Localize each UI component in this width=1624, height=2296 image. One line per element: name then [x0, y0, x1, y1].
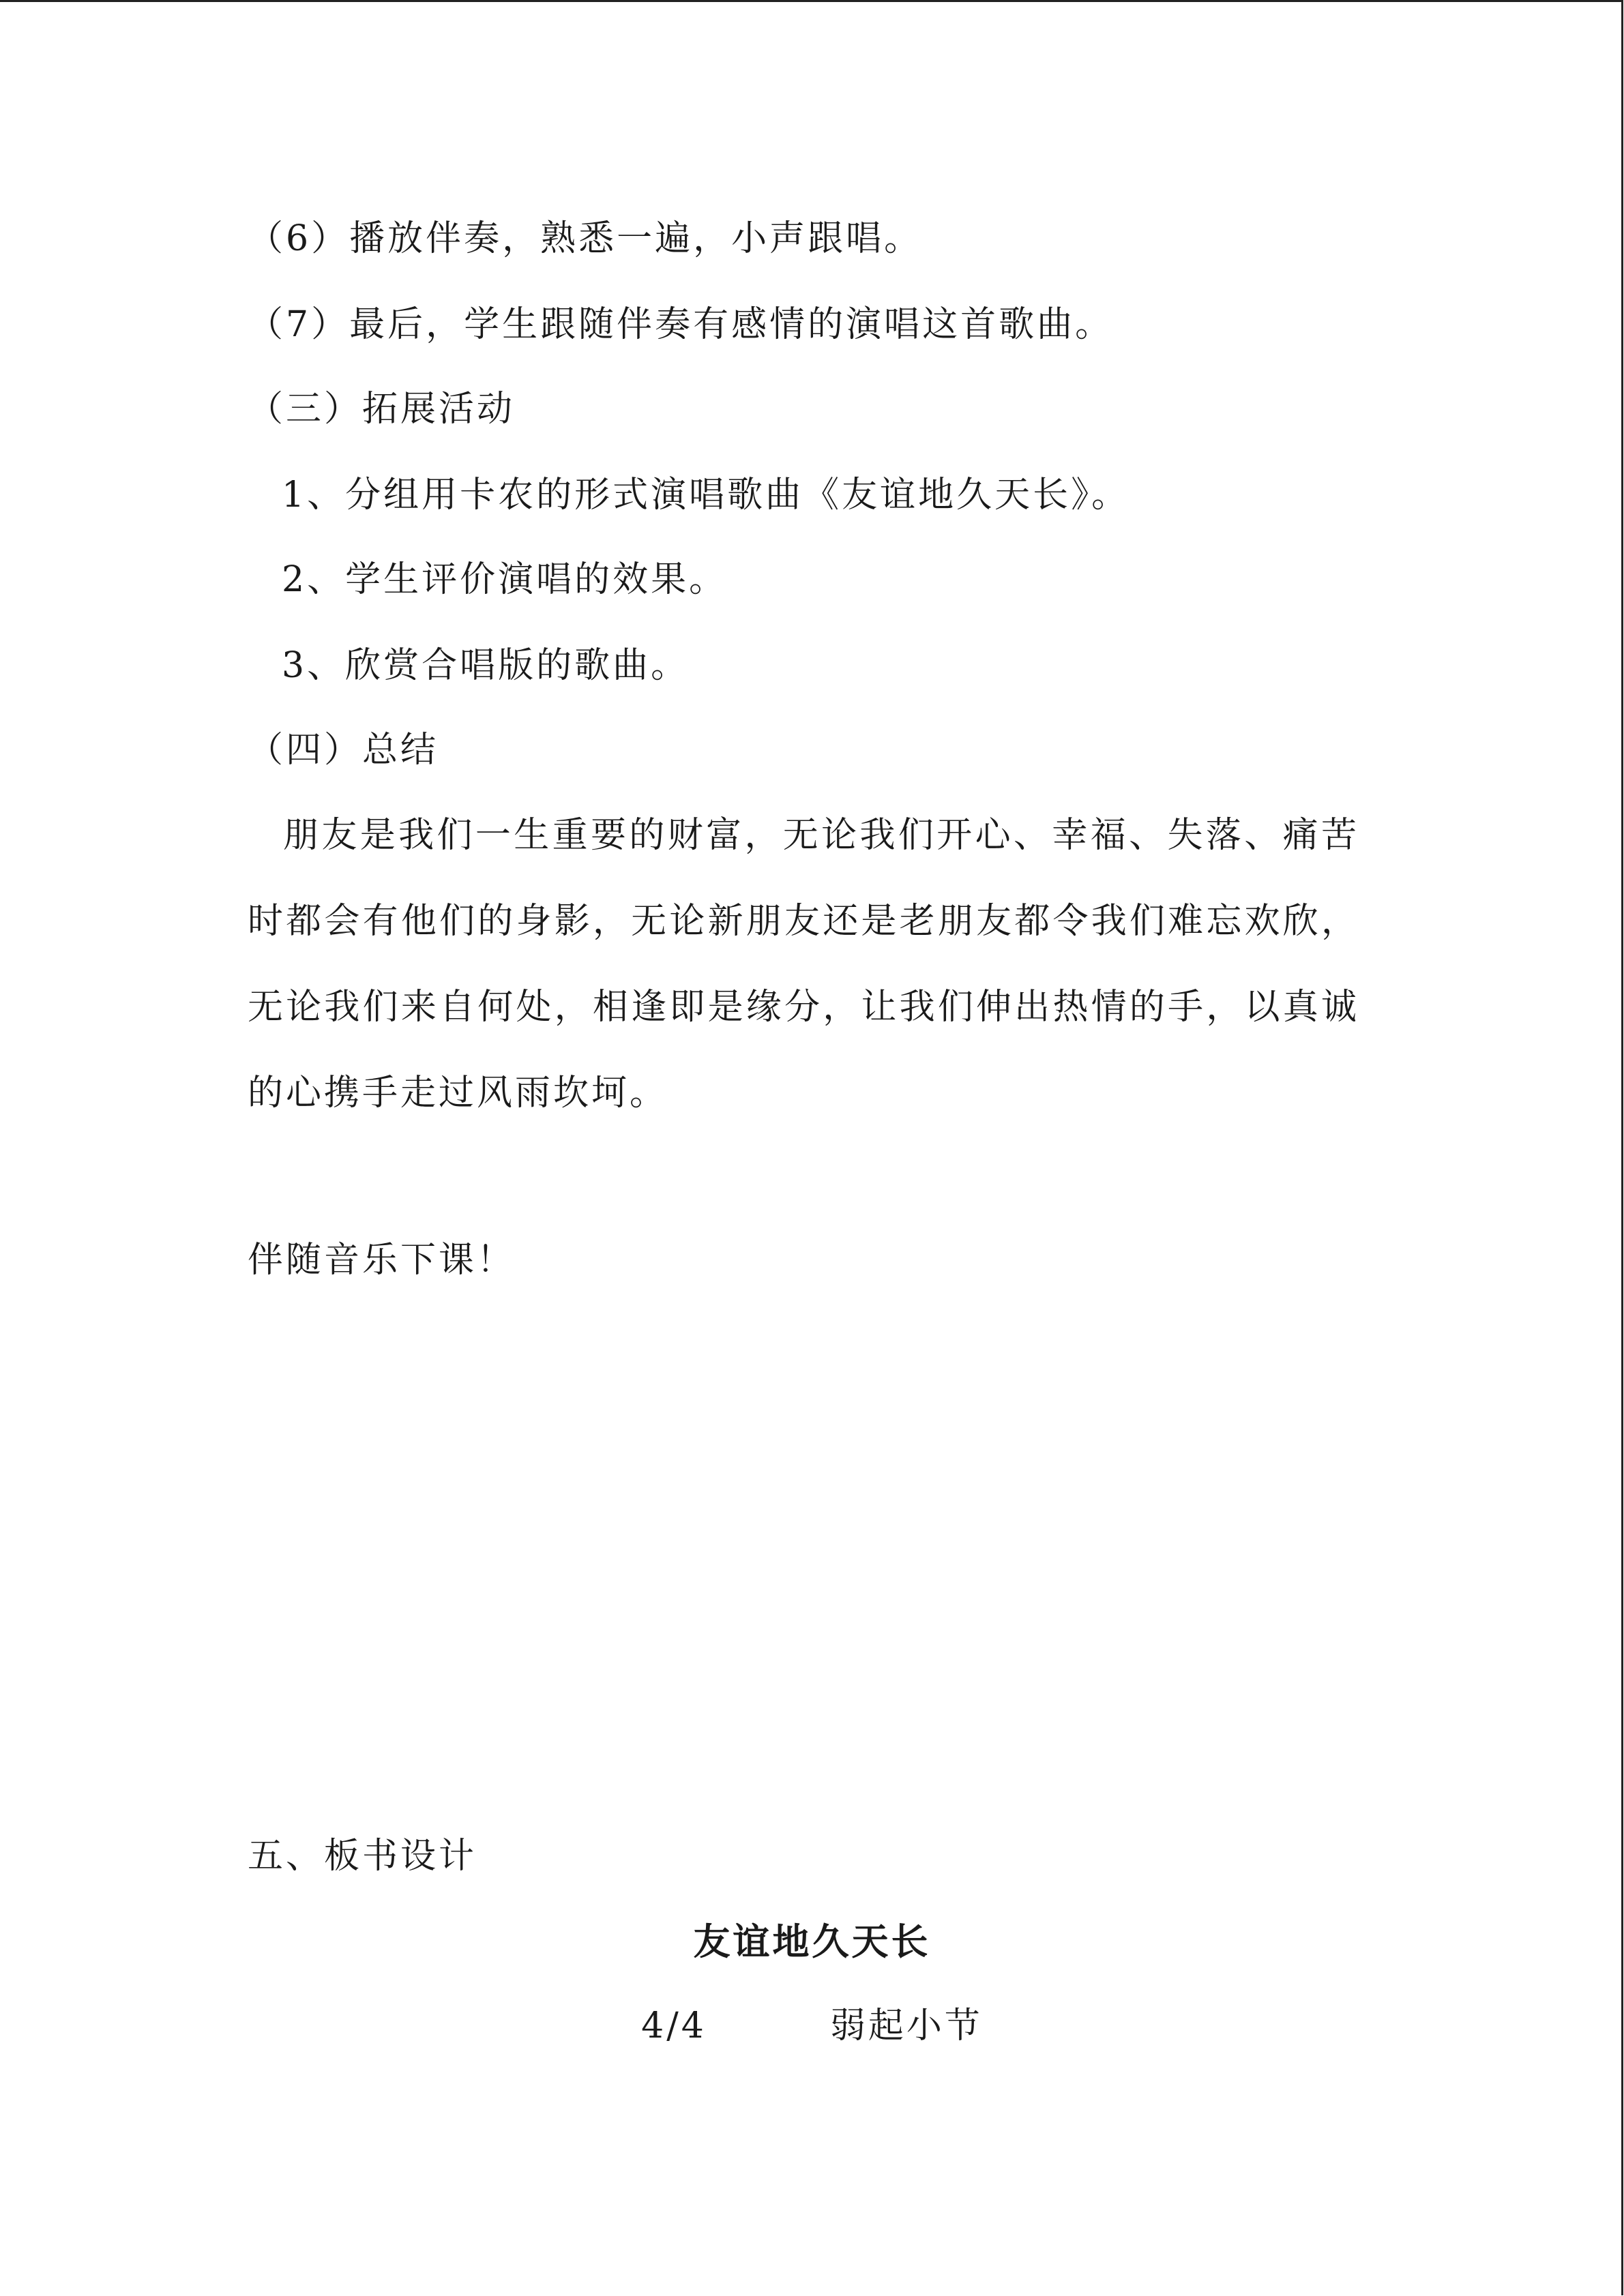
board-meter-row	[0, 2002, 1624, 2050]
activity-2-line: 2、学生评价演唱的效果。	[282, 559, 728, 600]
section-5-heading: 五、板书设计	[248, 1836, 477, 1877]
section-4-heading: （四）总结	[248, 730, 439, 771]
summary-paragraph: 朋友是我们一生重要的财富，无论我们开心、幸福、失落、痛苦时都会有他们的身影，无论新朋友还是老朋友都令我们难忘欢欣，无论我们来自何处，相逢即是缘分，让我们伸出热情的手，以真诚的心携手走过风雨坎坷。	[248, 815, 1359, 1114]
anacrusis-note: 弱起小节	[829, 2006, 983, 2046]
section-3-heading: （三）拓展活动	[248, 389, 516, 430]
board-song-title: 友谊地久天长	[693, 1920, 931, 1963]
step-6-line: （6）播放伴奏，熟悉一遍，小声跟唱。	[248, 218, 923, 259]
closing-line: 伴随音乐下课！	[248, 1240, 516, 1281]
time-signature: 4/4	[641, 2006, 707, 2046]
step-7-line: （7）最后，学生跟随伴奏有感情的演唱这首歌曲。	[248, 304, 1114, 345]
activity-3-line: 3、欣赏合唱版的歌曲。	[282, 645, 690, 686]
activity-1-line: 1、分组用卡农的形式演唱歌曲《友谊地久天长》。	[282, 475, 1130, 516]
